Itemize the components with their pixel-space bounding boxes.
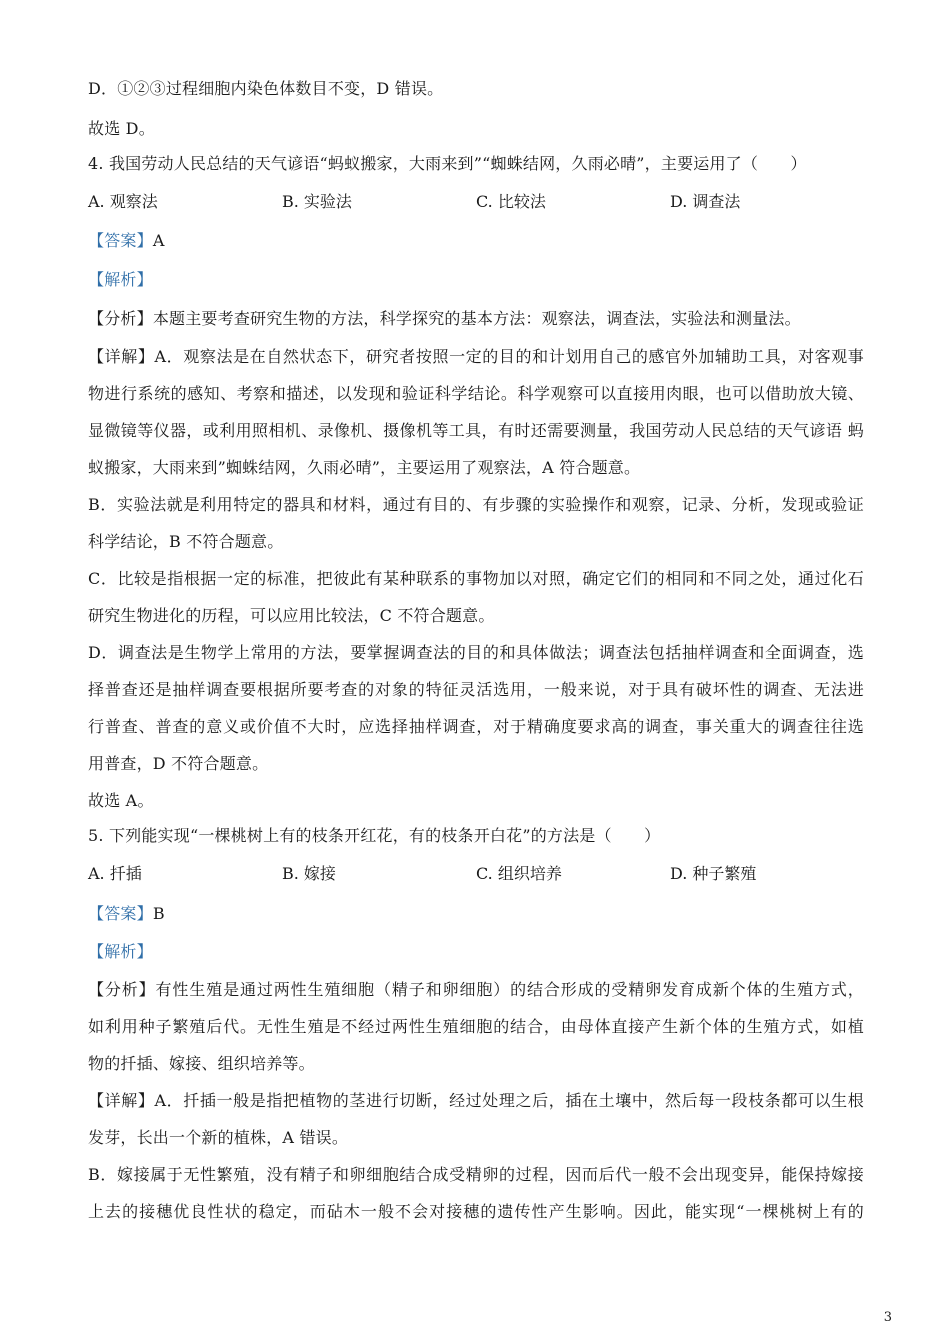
- q5-fenxi-line: 物的扦插、嫁接、组织培养等。: [88, 1054, 315, 1073]
- fenxi-text: 本题主要考查研究生物的方法，科学探究的基本方法：观察法，调查法，实验法和测量法。: [152, 309, 801, 328]
- q4-detail-line: 科学结论，B 不符合题意。: [88, 532, 284, 551]
- q5-detail-line: B．嫁接属于无性繁殖，没有精子和卵细胞结合成受精卵的过程，因而后代一般不会出现变异，能保持嫁接: [88, 1165, 864, 1184]
- q4-detail-line: 用普查，D 不符合题意。: [88, 754, 269, 773]
- q4-answer: [88, 230, 864, 252]
- page-number: 3: [883, 1310, 892, 1325]
- q4-detail-line: 物进行系统的感知、考察和描述，以发现和验证科学结论。科学观察可以直接用肉眼，也可以借助放大镜、: [88, 384, 864, 403]
- q4-detail-line: 择普查还是抽样调查要根据所要考查的对象的特征灵活选用，一般来说，对于具有破坏性的调查、无法进: [88, 680, 864, 699]
- conclusion-line: 故选 D。: [88, 119, 155, 138]
- answer-label: 【答案】: [88, 231, 153, 250]
- q4-detail-line: 显微镜等仪器，或利用照相机、录像机、摄像机等工具，有时还需要测量，我国劳动人民总结的天气谚语 蚂: [88, 421, 864, 440]
- q4-option-a: A. 观察法: [88, 192, 158, 211]
- answer-value: B: [152, 904, 165, 923]
- q4-analysis-label: 【解析】: [88, 270, 153, 289]
- detail-text: A．扦插一般是指把植物的茎进行切断，经过处理之后，插在土壤中，然后每一段枝条都可以生根: [154, 1091, 864, 1110]
- question-4: 4. 我国劳动人民总结的天气谚语“蚂蚁搬家，大雨来到”“蜘蛛结网，久雨必晴”，主要运用了（ ）: [88, 154, 807, 173]
- q4-detail-line: 研究生物进化的历程，可以应用比较法，C 不符合题意。: [88, 606, 495, 625]
- q4-detail-line: 蚁搬家，大雨来到”蜘蛛结网，久雨必晴”，主要运用了观察法，A 符合题意。: [88, 458, 641, 477]
- q5-analysis-label: 【解析】: [88, 942, 153, 961]
- q5-option-d: D. 种子繁殖: [670, 864, 757, 883]
- q5-detail-line: 上去的接穗优良性状的稳定，而砧木一般不会对接穗的遗传性产生影响。因此，能实现“一棵桃树上有的: [88, 1202, 864, 1221]
- question-5: 5. 下列能实现“一棵桃树上有的枝条开红花，有的枝条开白花”的方法是（ ）: [88, 826, 661, 845]
- xiangjie-label: 【详解】: [88, 347, 155, 366]
- q5-fenxi-line: 如利用种子繁殖后代。无性生殖是不经过两性生殖细胞的结合，由母体直接产生新个体的生殖方式，如植: [88, 1017, 864, 1036]
- q5-detail-line: 发芽，长出一个新的植株，A 错误。: [88, 1128, 349, 1147]
- q4-detail-line: C．比较是指根据一定的标准，把彼此有某种联系的事物加以对照，确定它们的相同和不同之处，通过化石: [88, 569, 864, 588]
- answer-value: A: [152, 231, 165, 250]
- q4-conclusion: 故选 A。: [88, 791, 154, 810]
- q5-option-c: C. 组织培养: [476, 864, 562, 883]
- q4-detail-line: [88, 346, 864, 368]
- fenxi-text: 有性生殖是通过两性生殖细胞（精子和卵细胞）的结合形成的受精卵发育成新个体的生殖方式，: [155, 980, 864, 999]
- q5-option-b: B. 嫁接: [282, 864, 336, 883]
- fenxi-label: 【分析】: [88, 309, 153, 328]
- answer-label: 【答案】: [88, 904, 153, 923]
- q4-option-c: C. 比较法: [476, 192, 546, 211]
- detail-text: A．观察法是在自然状态下，研究者按照一定的目的和计划用自己的感官外加辅助工具，对客观事: [154, 347, 864, 366]
- q5-option-a: A. 扦插: [88, 864, 142, 883]
- q4-detail-line: B．实验法就是利用特定的器具和材料，通过有目的、有步骤的实验操作和观察，记录、分析，发现或验证: [88, 495, 864, 514]
- option-d-line: D．①②③过程细胞内染色体数目不变，D 错误。: [88, 79, 444, 98]
- fenxi-label: 【分析】: [88, 980, 156, 999]
- q4-option-b: B. 实验法: [282, 192, 352, 211]
- q5-fenxi-line: [88, 979, 864, 1001]
- q4-detail-line: D．调查法是生物学上常用的方法，要掌握调查法的目的和具体做法；调查法包括抽样调查和全面调查，选: [88, 643, 864, 662]
- q4-detail-line: 行普查、普查的意义或价值不大时，应选择抽样调查，对于精确度要求高的调查，事关重大的调查往往选: [88, 717, 864, 736]
- q5-detail-line: [88, 1090, 864, 1112]
- xiangjie-label: 【详解】: [88, 1091, 155, 1110]
- q5-answer: [88, 903, 864, 925]
- q4-option-d: D. 调查法: [670, 192, 741, 211]
- q4-fenxi: [88, 308, 864, 330]
